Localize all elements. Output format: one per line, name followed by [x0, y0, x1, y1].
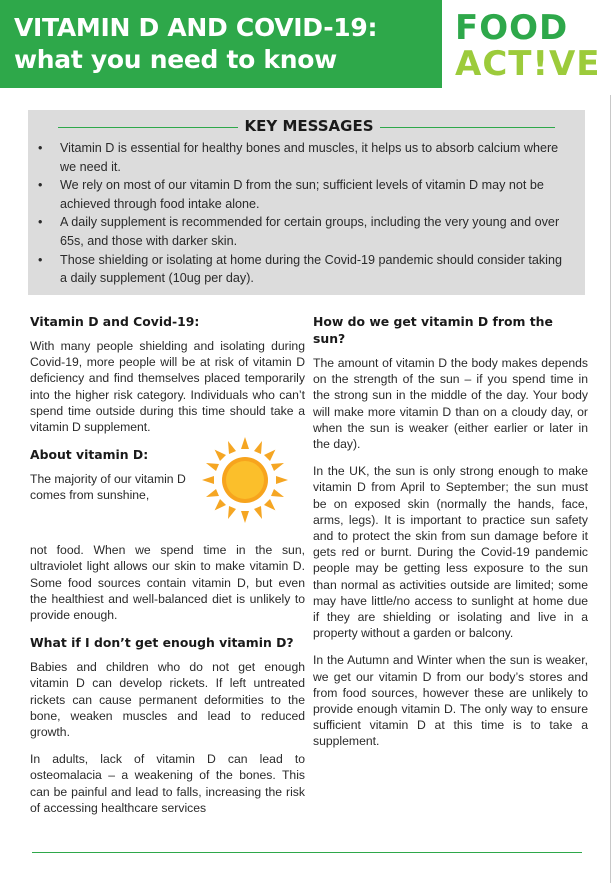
paragraph-covid: With many people shielding and isolating during Covid-19, more people will be at risk of vitamin D deficiency and find themselves placed temporarily into the higher risk category. Individuals who can’t spend time outside during this time should take a vitamin D supplement.	[30, 339, 305, 435]
header-banner	[0, 0, 442, 88]
sun-icon	[200, 435, 290, 525]
section-heading-about: About vitamin D:	[30, 447, 149, 463]
left-column	[30, 313, 305, 816]
section-heading-sun: How do we get vitamin D from the sun?	[313, 314, 553, 346]
section-heading-deficiency: What if I don’t get enough vitamin D?	[30, 635, 294, 651]
footer-divider	[32, 852, 582, 853]
paragraph-children: Babies and children who do not get enough vitamin D can develop rickets. If left untreated rickets can cause permanent deformities to the bone, weaken muscles and lead to reduced growth.	[30, 660, 305, 740]
section-heading-covid: Vitamin D and Covid-19:	[30, 314, 200, 329]
title-rule-left	[58, 127, 238, 128]
list-item	[38, 176, 568, 213]
logo-line2: ACT!VE	[455, 44, 601, 84]
paragraph-uk-sun: In the UK, the sun is only strong enough to make vitamin D from April to September; the sun must be on exposed skin (normally the hands, face, arms, legs). It is important to practice sun safety and to protect the skin from sun damage before it gets red or burnt. During the Covid-19 pandemic people may be getting less exposure to the sun than normal as activities outside are limited; some may have little/no access to sunlight at home due if they are shielding or isolating and live in a property without a garden or balcony.	[313, 464, 588, 641]
bullet-icon: •	[38, 141, 43, 155]
page-edge-divider	[610, 95, 611, 883]
key-messages-header	[28, 117, 585, 137]
key-messages-box	[28, 110, 585, 295]
paragraph-about-body: not food. When we spend time in the sun, ultraviolet light allows our skin to make vitamin D. Some food sources contain vitamin D, but even the healthiest and well-balanced diet is unlikely to provide enough.	[30, 543, 305, 623]
key-message-text: A daily supplement is recommended for certain groups, including the very young and over 65s, and those with darker skin.	[60, 215, 560, 248]
page-title-line2: what you need to know	[14, 45, 337, 74]
key-message-text: We rely on most of our vitamin D from the sun; sufficient levels of vitamin D may not be achieved through food intake alone.	[60, 178, 544, 211]
key-messages-title: KEY MESSAGES	[244, 117, 374, 135]
key-message-text: Vitamin D is essential for healthy bones and muscles, it helps us to absorb calcium where we need it.	[60, 141, 559, 174]
paragraph-autumn-winter: In the Autumn and Winter when the sun is weaker, we get our vitamin D from our body’s stores and from food sources, however these are unlikely to provide enough vitamin D. The only way to ensure sufficient vitamin D at this time is to take a supplement.	[313, 653, 588, 749]
list-item	[38, 213, 568, 250]
page-title-line1: VITAMIN D AND COVID-19:	[14, 13, 378, 42]
key-message-text: Those shielding or isolating at home during the Covid-19 pandemic should consider taking a daily supplement (10ug per day).	[60, 252, 562, 286]
list-item	[38, 251, 568, 288]
paragraph-adults: In adults, lack of vitamin D can lead to osteomalacia – a weakening of the bones. This can be painful and lead to falls, increasing the risk of accessing healthcare services	[30, 752, 305, 815]
right-column	[313, 313, 588, 750]
about-intro-block	[30, 471, 305, 542]
paragraph-sun-strength: The amount of vitamin D the body makes depends on the strength of the sun – if you spend time in the strong sun in the middle of the day. Your body will make more vitamin D than on a cloudy day, or when the sun is weaker (either earlier or later in the day).	[313, 356, 588, 452]
paragraph-about-intro: The majority of our vitamin D comes from sunshine,	[30, 472, 186, 503]
bullet-icon: •	[38, 252, 43, 267]
key-messages-list	[38, 139, 568, 288]
title-rule-right	[380, 127, 555, 128]
bullet-icon: •	[38, 178, 43, 193]
bullet-icon: •	[38, 215, 43, 230]
list-item	[38, 139, 568, 176]
logo-line1: FOOD	[455, 8, 569, 48]
food-active-logo	[455, 10, 601, 82]
